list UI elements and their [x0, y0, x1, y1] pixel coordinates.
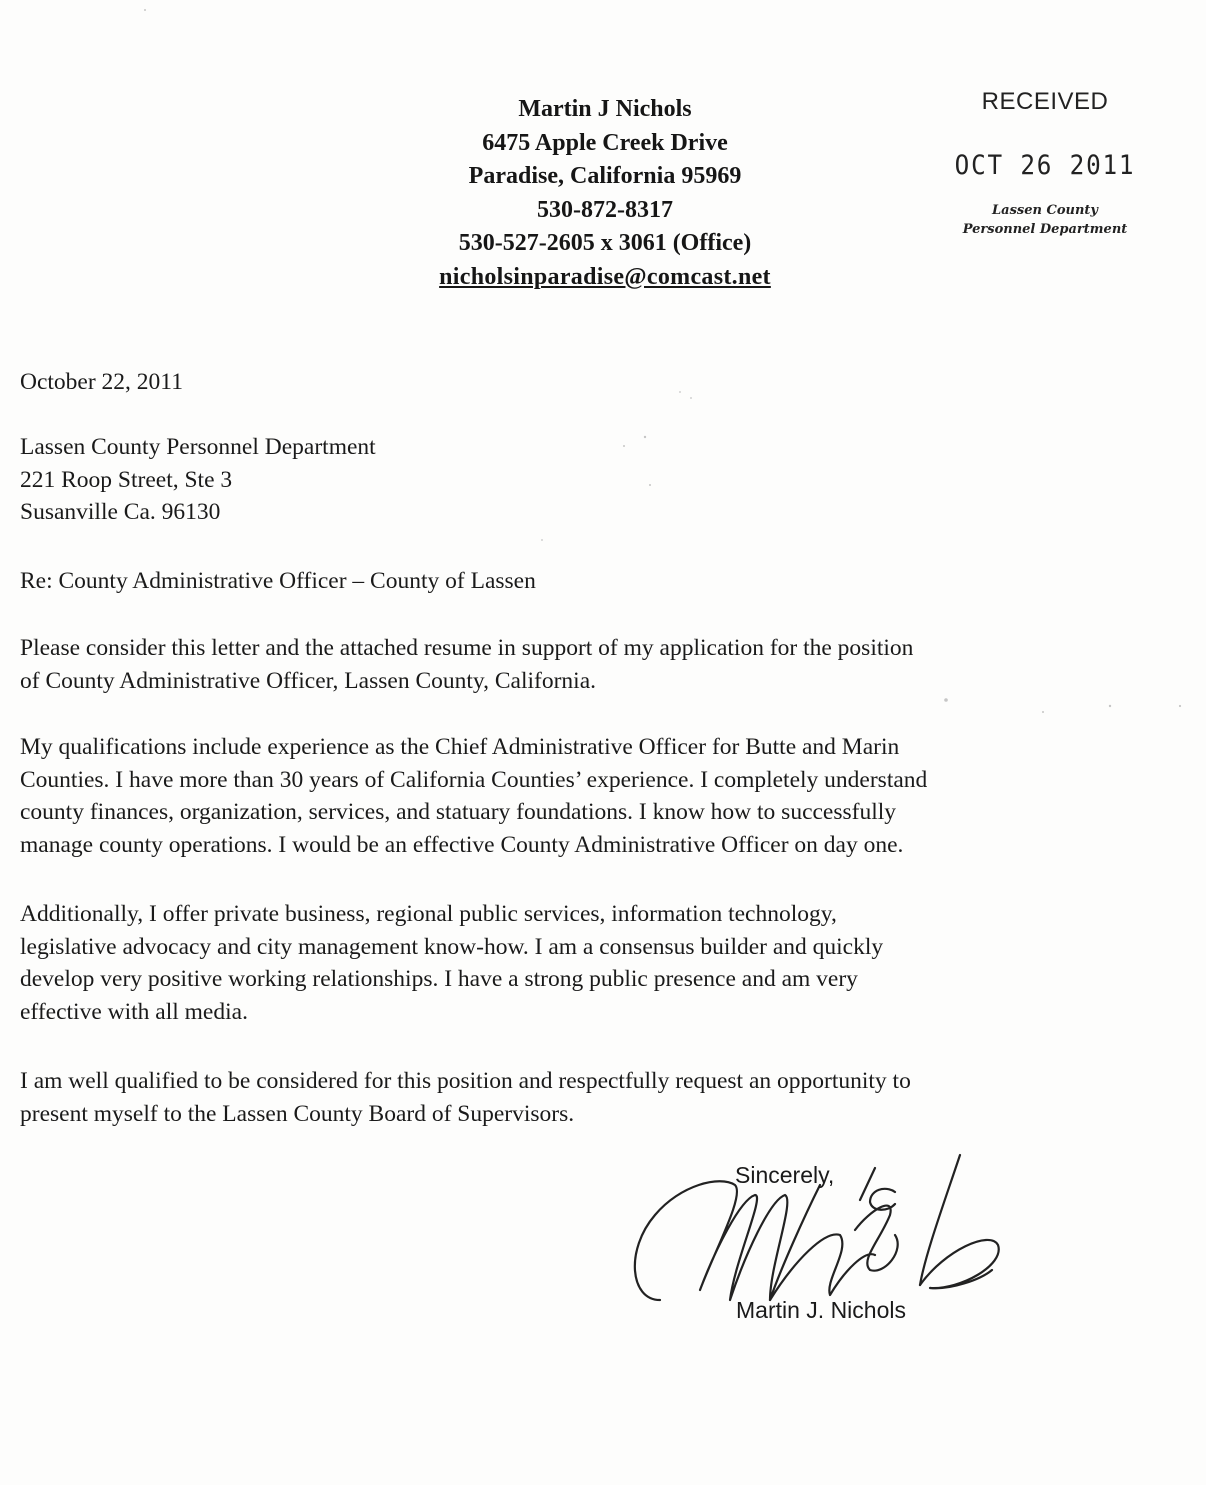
paragraph-line: develop very positive working relationships. I have a strong public presence and am very	[20, 966, 858, 992]
stamp-label: RECEIVED	[981, 88, 1109, 115]
recipient-line: Susanville Ca. 96130	[20, 499, 221, 525]
sender-name: Martin J Nichols	[518, 96, 692, 122]
sender-office-phone: 530-527-2605 x 3061 (Office)	[458, 230, 752, 256]
paragraph-line: effective with all media.	[20, 998, 248, 1025]
recipient-address	[20, 431, 376, 529]
paragraph-line: manage county operations. I would be an effective County Administrative Officer on day one.	[20, 831, 904, 858]
letter-date: October 22, 2011	[20, 369, 183, 395]
signature-name: Martin J. Nichols	[736, 1297, 906, 1323]
recipient-line: Lassen County Personnel Department	[20, 434, 376, 460]
body-paragraph	[20, 632, 913, 697]
body-paragraph	[20, 1065, 911, 1130]
paragraph-line: of County Administrative Officer, Lassen County, California.	[20, 667, 597, 694]
sender-city: Paradise, California 95969	[468, 163, 742, 189]
received-stamp	[940, 88, 1150, 239]
stamp-dept-line2: Personnel Department	[962, 222, 1128, 237]
sender-email: nicholsinparadise@comcast.net	[439, 263, 771, 290]
stamp-department	[940, 201, 1150, 239]
paragraph-line: county finances, organization, services, and statuary foundations. I know how to successfully	[20, 799, 897, 825]
closing: Sincerely,	[735, 1162, 835, 1188]
stamp-date: OCT 26 2011	[954, 150, 1136, 181]
sender-street: 6475 Apple Creek Drive	[482, 129, 728, 156]
subject-line: Re: County Administrative Officer – County of Lassen	[20, 568, 536, 594]
stamp-dept-line1: Lassen County	[992, 203, 1098, 218]
body-paragraph	[20, 731, 927, 861]
paragraph-line: I am well qualified to be considered for this position and respectfully request an opportunity to	[20, 1068, 911, 1094]
paragraph-line: legislative advocacy and city management know-how. I am a consensus builder and quickly	[20, 933, 884, 960]
paragraph-line: Counties. I have more than 30 years of California Counties’ experience. I completely understand	[20, 766, 928, 793]
paragraph-line: Additionally, I offer private business, regional public services, information technology,	[20, 901, 837, 927]
letterhead	[395, 93, 815, 294]
recipient-line: 221 Roop Street, Ste 3	[20, 466, 233, 493]
paragraph-line: present myself to the Lassen County Board of Supervisors.	[20, 1100, 575, 1127]
paragraph-line: My qualifications include experience as the Chief Administrative Officer for Butte and Marin	[20, 734, 900, 760]
body-paragraph	[20, 898, 883, 1028]
sender-phone: 530-872-8317	[537, 196, 673, 223]
paragraph-line: Please consider this letter and the attached resume in support of my application for the position	[20, 635, 914, 661]
